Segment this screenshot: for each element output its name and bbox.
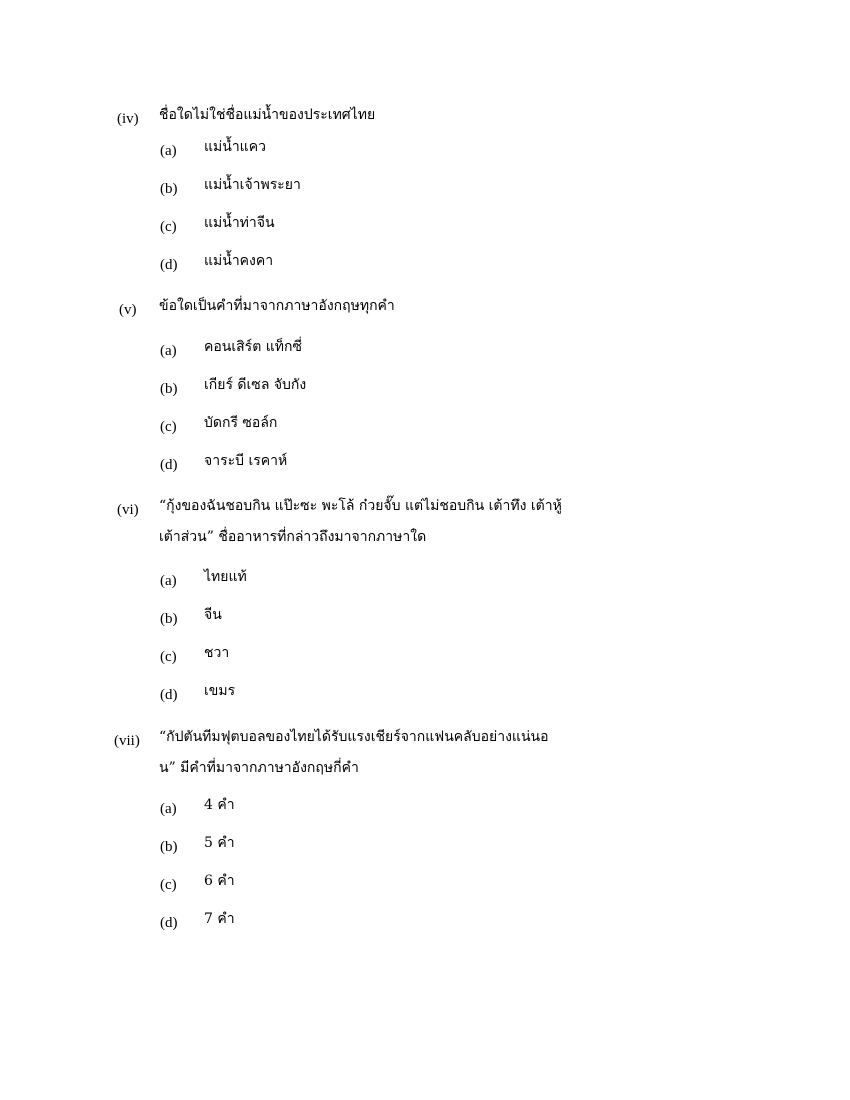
option-text: เขมร <box>204 683 236 699</box>
option-label: (c) <box>160 419 177 435</box>
option-label: (a) <box>160 573 177 589</box>
question-text: ข้อใดเป็นคำที่มาจากภาษาอังกฤษทุกคำ <box>159 298 395 314</box>
option-text: แม่น้ำคงคา <box>204 253 274 269</box>
option-text: แม่น้ำแคว <box>204 139 266 155</box>
option-label: (a) <box>160 143 177 159</box>
option-text: 5 คำ <box>204 835 235 851</box>
option-text: เกียร์ ดีเซล จับกัง <box>204 377 307 393</box>
option-label: (d) <box>160 687 178 703</box>
question-number: (vii) <box>114 733 140 749</box>
question-number: (v) <box>119 302 137 318</box>
option-text: 7 คำ <box>204 911 235 927</box>
option-text: คอนเสิร์ต แท็กซี่ <box>204 339 302 355</box>
question-text-line-1: “กัปตันทีมฟุตบอลของไทยได้รับแรงเชียร์จากแฟนคลับอย่างแน่นอ <box>159 729 549 745</box>
option-text: แม่น้ำท่าจีน <box>204 215 275 231</box>
question-number: (iv) <box>117 111 139 127</box>
question-text: ชื่อใดไม่ใช่ชื่อแม่น้ำของประเทศไทย <box>159 107 376 123</box>
option-label: (b) <box>160 839 178 855</box>
question-text-line-2: เต้าส่วน” ชื่ออาหารที่กล่าวถึงมาจากภาษาใด <box>159 529 427 545</box>
option-label: (b) <box>160 381 178 397</box>
option-label: (a) <box>160 801 177 817</box>
option-text: แม่น้ำเจ้าพระยา <box>204 177 301 193</box>
option-label: (d) <box>160 457 178 473</box>
option-label: (d) <box>160 915 178 931</box>
option-label: (a) <box>160 343 177 359</box>
option-label: (c) <box>160 877 177 893</box>
question-number: (vi) <box>117 502 139 518</box>
option-label: (b) <box>160 611 178 627</box>
option-text: 4 คำ <box>204 797 235 813</box>
option-text: ชวา <box>204 645 230 661</box>
option-text: 6 คำ <box>204 873 235 889</box>
question-text-line-2: น” มีคำที่มาจากภาษาอังกฤษกี่คำ <box>159 760 359 776</box>
question-text-line-1: “กุ้งของฉันชอบกิน แป๊ะซะ พะโล้ ก๋วยจั๊บ แต่ไม่ชอบกิน เต้าทึง เต้าหู้ <box>159 498 562 514</box>
option-text: จาระบี เรคาห์ <box>204 453 288 469</box>
option-label: (b) <box>160 181 178 197</box>
option-text: ไทยแท้ <box>204 569 247 585</box>
option-text: จีน <box>204 607 222 623</box>
option-label: (c) <box>160 649 177 665</box>
option-text: บัดกรี ซอล์ก <box>204 415 278 431</box>
option-label: (d) <box>160 257 178 273</box>
option-label: (c) <box>160 219 177 235</box>
